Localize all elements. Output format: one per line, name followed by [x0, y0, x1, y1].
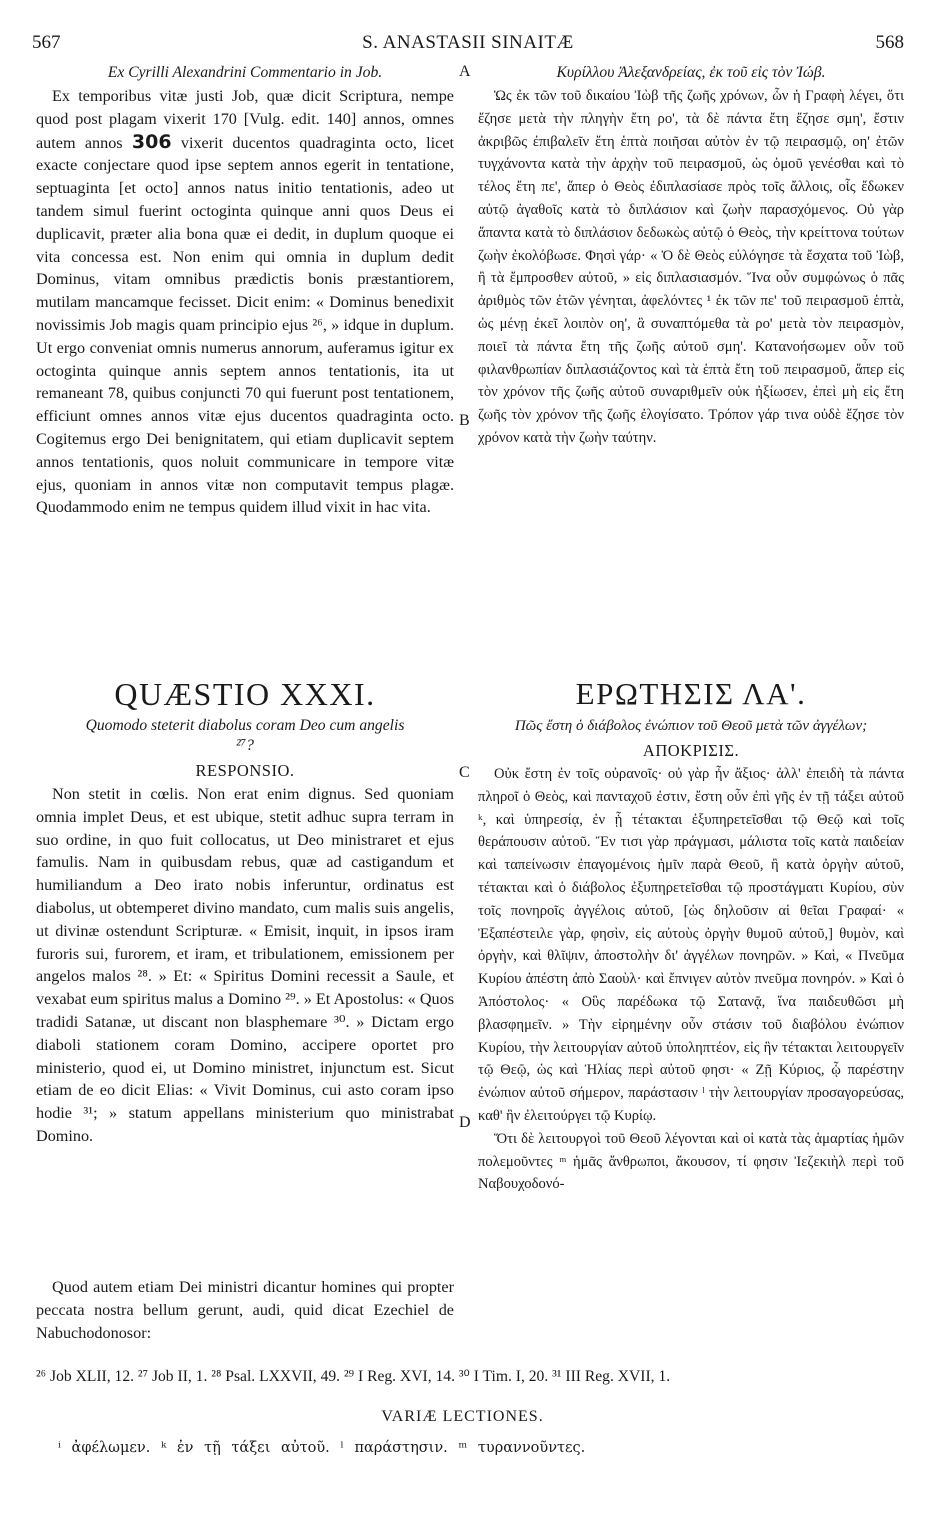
column-number: 306: [131, 130, 172, 153]
running-title: S. ANASTASII SINAITÆ: [362, 32, 574, 53]
greek-question-subtitle: Πῶς ἔστη ὁ διάβολος ἐνώπιον τοῦ Θεοῦ μετὰ τῶν ἀγγέλων;: [514, 718, 868, 734]
page-number-right: 568: [875, 32, 904, 53]
margin-letter-b: B: [459, 412, 470, 429]
greek-question-block: [478, 676, 904, 1196]
greek-apokrisis: ΑΠΟΚΡΙΣΙΣ.: [642, 741, 740, 760]
latin-paragraph-2-text: Non stetit in cœlis. Non erat enim dignus. Sed quoniam omnia implet Deus, et est ubique, stetit adhuc supra terram in suo ordine, in quo fuit collocatus, ut Deo ministraret et ejus famulis. Nam in quibusdam rebus, quæ ad castigandum et humiliandum a Deo irato nobis inferuntur, ordinatus est diabolus, ut obtemperet divino mandato, cum malis suis angelis, ut divinæ ostendunt Scripturæ. « Emisit, inquit, in ipsos iram furoris sui, furorem, et iram, et tribulationem, emissionem per angelos malos ²⁸. » Et: « Spiritus Domini recessit a Saule, et vexabat eum spiritus malus a Domino ²⁹. » Et Apostolus: « Quos tradidi Satanæ, ut discant non blasphemare ³⁰. » Dictam ergo diaboli stationem coram Domino, accipere oportet pro ministerio, quod ei, ut Domino ministret, injunctum est. Sicut etiam de eo dicit Elias: « Vivit Dominus, cui asto coram ipso hodie ³¹; » statum appellans ministerium quo ministrabat Domino.: [36, 785, 454, 1145]
margin-letter-a: A: [459, 63, 471, 80]
latin-paragraph-1-cont: vixerit ducentos quadraginta octo, licet exacte conjectare quod ipse septem annos egerit in tentatione, septuaginta [et octo] annos natus initio tentationis, adeo ut tandem simul fuerint octoginta quinque anni quos Deus ei duplicavit, præter alia bona quæ ei dedit, in duplum quoque ei vita concessa est. Non enim qui omnia in duplum dedit Dominus, vitam omnibus prædictis bonis præstantiorem, mutilam mancamque fecisset. Dicit enim: « Dominus benedixit novissimis Job magis quam principio ejus ²⁶, » idque in duplum. Ut ergo conveniat omnis numerus annorum, auferamus igitur ex octoginta quinque annis septem annos tentationis, ita ut remaneant 78, quibus conjuncti 70 qui fuerunt post tentationem, efficiunt omnes annos vitæ ejus ducentos quadraginta octo. Cogitemus ergo Dei benignitatem, qui etiam duplicavit septem annos tentationis, quos noluit communicare in tempore vitæ ejus, quoniam in annos vitæ non computavit tempus plagæ. Quodammodo enim ne tempus quidem illud vixit in hac vita.: [36, 133, 455, 517]
latin-paragraph-1: [36, 85, 454, 519]
greek-subhead: Κυρίλλου Ἀλεξανδρείας, ἐκ τοῦ εἰς τὸν Ἰώβ.: [556, 64, 826, 81]
latin-closing-block: [36, 1276, 454, 1344]
latin-responsio: RESPONSIO.: [195, 761, 295, 780]
greek-paragraph-3-text: Ὅτι δὲ λειτουργοὶ τοῦ Θεοῦ λέγονται καὶ οἱ κατὰ τὰς ἁμαρτίας ἡμῶν πολεμοῦντες ᵐ ἡμᾶς ἄνθρωποι, ἄκουσον, τί φησιν Ἰεζεκιὴλ περὶ τοῦ Ναβουχοδονό-: [478, 1130, 904, 1193]
latin-paragraph-3-text: Quod autem etiam Dei ministri dicantur homines qui propter peccata nostra bellum gerunt, audi, quid dicat Ezechiel de Nabuchodonosor:: [36, 1278, 454, 1342]
greek-paragraph-3: [478, 1128, 904, 1196]
greek-column: [478, 62, 904, 450]
greek-question-title: ΕΡΩΤΗΣΙΣ ΛΑ'.: [575, 676, 807, 711]
greek-paragraph-1: [478, 85, 904, 450]
page-header: [32, 32, 904, 58]
latin-paragraph-2: [36, 783, 454, 1148]
latin-subhead: Ex Cyrilli Alexandrini Commentario in Job.: [107, 64, 383, 81]
page-number-left: 567: [32, 32, 61, 53]
latin-paragraph-1-text: Ex temporibus vitæ justi Job, quæ dicit Scriptura, nempe quod post plagam vixerit 170 [Vulg. edit. 140] annos, omnes autem annos: [36, 87, 454, 152]
latin-paragraph-3: [36, 1276, 454, 1344]
greek-paragraph-1-text: Ὡς ἐκ τῶν τοῦ δικαίου Ἰὼβ τῆς ζωῆς χρόνων, ὧν ἡ Γραφὴ λέγει, ὅτι ἔζησε μετὰ τὴν πληγὴν ἔτη ρο', τὰ δὲ πάντα ἔτη ἔζησε σμη', ἔστιν ἀκριβῶς ἐπιβαλεῖν ἔτη ἑπτὰ ποιῆσαι αὐτὸν ἐν τῷ πειρασμῷ, οη' ἐτῶν τυγχάνοντα κατὰ τὴν ἀρχὴν τοῦ πειρασμοῦ, ὡς ὁμοῦ γενέσθαι καὶ τὸ τέλος ἔτη πε', ἅπερ ὁ Θεὸς ἐδιπλασίασε πρὸς τοῖς ἄλλοις, οἷς ἔδωκεν αὐτῷ ἀγαθοῖς κατὰ τὸ διπλάσιον καὶ ζωὴν παρασχόμενος. Οὐ γὰρ ἅπαντα κατὰ τὸ διπλάσιον δεδωκὼς αὐτῷ ὁ Θεὸς, τὴν κρείττονα τούτων ζωὴν ἐκολόβωσε. Φησὶ γάρ· « Ὁ δὲ Θεὸς εὐλόγησε τὰ ἔσχατα τοῦ Ἰὼβ, ἢ τὰ ἔμπροσθεν αὐτοῦ, » εἰς διπλασιασμόν. Ἵνα οὖν συμφώνως ὁ πᾶς ἀριθμὸς τῶν ἐτῶν γένηται, ἀφελόντες ¹ ἐκ τῶν πε' τοῦ πειρασμοῦ ἑπτὰ, ὡς μένῃ ἐκεῖ λοιπὸν οη', ἃ συναπτόμεθα τὰ ρο' μετὰ τὸν πειρασμὸν, ποιεῖ τὰ πάντα ἔτη τῆς ζωῆς αὐτοῦ σμη'. Κατανοήσωμεν οὖν τοῦ φιλανθρωπίαν διπλασιάζοντος καὶ τὰ ἑπτὰ ἔτη τοῦ πειρασμοῦ, ἅπερ εἰς τὸν χρόνον τῆς ζωῆς αὐτοῦ συναριθμεῖν οὐκ ἠξίωσεν, ἐπεὶ μὴ εἰς ἔτη ζωῆς τὸν χρόνον τῆς ζωῆς ἐλογίσατο. Τρόπον γάρ τινα οὐδὲ ἔζησε τὸν χρόνον κατὰ τὴν ζωὴν ταύτην.: [478, 88, 904, 446]
footnotes: ²⁶ Job XLII, 12. ²⁷ Job II, 1. ²⁸ Psal. LXXVII, 49. ²⁹ I Reg. XVI, 14. ³⁰ I Tim. I, 20. ³¹ III Reg. XVII, 1.: [36, 1368, 671, 1385]
greek-paragraph-2-text: Οὐκ ἔστη ἐν τοῖς οὐρανοῖς· οὐ γὰρ ἦν ἄξιος· ἀλλ' ἐπειδὴ τὰ πάντα πληροῖ ὁ Θεὸς, καὶ πανταχοῦ ἐστιν, ἔστη οὖν ἐπὶ γῆς ἐν τῇ τάξει αὐτοῦ ᵏ, καὶ ὑπηρεσίᾳ, ἐν ᾗ τέτακται ἐξυπηρετεῖσθαι τῷ Θεῷ καὶ τοῖς θεράπουσιν αὐτοῦ. Ἔν τισι γὰρ πράγμασι, μάλιστα τοῖς κατὰ παιδείαν καὶ ταπείνωσιν ἐπαγομένοις ἡμῖν παρὰ Θεοῦ, ἢ κατὰ ὀργὴν αὐτοῦ, τέτακται καὶ ὁ διάβολος ἐξυπηρετεῖσθαι τῷ προστάγματι Κυρίου, σὺν τοῖς πονηροῖς ἀγγέλοις αὐτοῦ, [ὡς δηλοῦσιν αἱ θεῖαι Γραφαί· « Ἐξαπέστειλε γὰρ, φησὶν, εἰς αὐτοὺς ὀργὴν θυμοῦ αὐτοῦ,] θυμὸν, καὶ ὀργὴν, καὶ θλῖψιν, ἀποστολὴν δι' ἀγγέλων πονηρῶν. » Καὶ, « Πνεῦμα Κυρίου ἀπέστη ἀπὸ Σαοὺλ· καὶ ἔπνιγεν αὐτὸν πνεῦμα πονηρόν. » Καὶ ὁ Ἀπόστολος· « Οὓς παρέδωκα τῷ Σατανᾷ, ἵνα παιδευθῶσι μὴ βλασφημεῖν. » Τὴν εἰρημένην οὖν στάσιν τοῦ διαβόλου ἐνώπιον Κυρίου, τὴν λειτουργίαν αὐτοῦ ὑποληπτέον, εἰς ἣν τέτακται λειτουργεῖν τῷ Θεῷ, ὡς καὶ Ἠλίας περὶ αὐτοῦ φησι· « Ζῇ Κύριος, ᾧ παρέστην ἐνώπιον αὐτοῦ σήμερον, παράστασιν ˡ τὴν λειτουργίαν προσαγορεύσας, καθ' ἣν ἐλειτούργει τῷ Κυρίῳ.: [478, 766, 904, 1124]
variant-readings: ⁱ ἀφέλωμεν. ᵏ ἐν τῇ τάξει αὐτοῦ. ˡ παράστησιν. ᵐ τυραννοῦντες.: [58, 1440, 586, 1456]
latin-question-title: QUÆSTIO XXXI.: [114, 676, 376, 712]
latin-question-block: [36, 676, 454, 1148]
latin-question-subtitle: Quomodo steterit diabolus coram Deo cum angelis ²⁷?: [85, 717, 405, 754]
variae-lectiones-title: VARIÆ LECTIONES.: [381, 1408, 544, 1425]
latin-column: [36, 62, 454, 519]
margin-letter-d: D: [459, 1114, 471, 1131]
margin-letter-c: C: [459, 764, 470, 781]
greek-paragraph-2: [478, 763, 904, 1128]
